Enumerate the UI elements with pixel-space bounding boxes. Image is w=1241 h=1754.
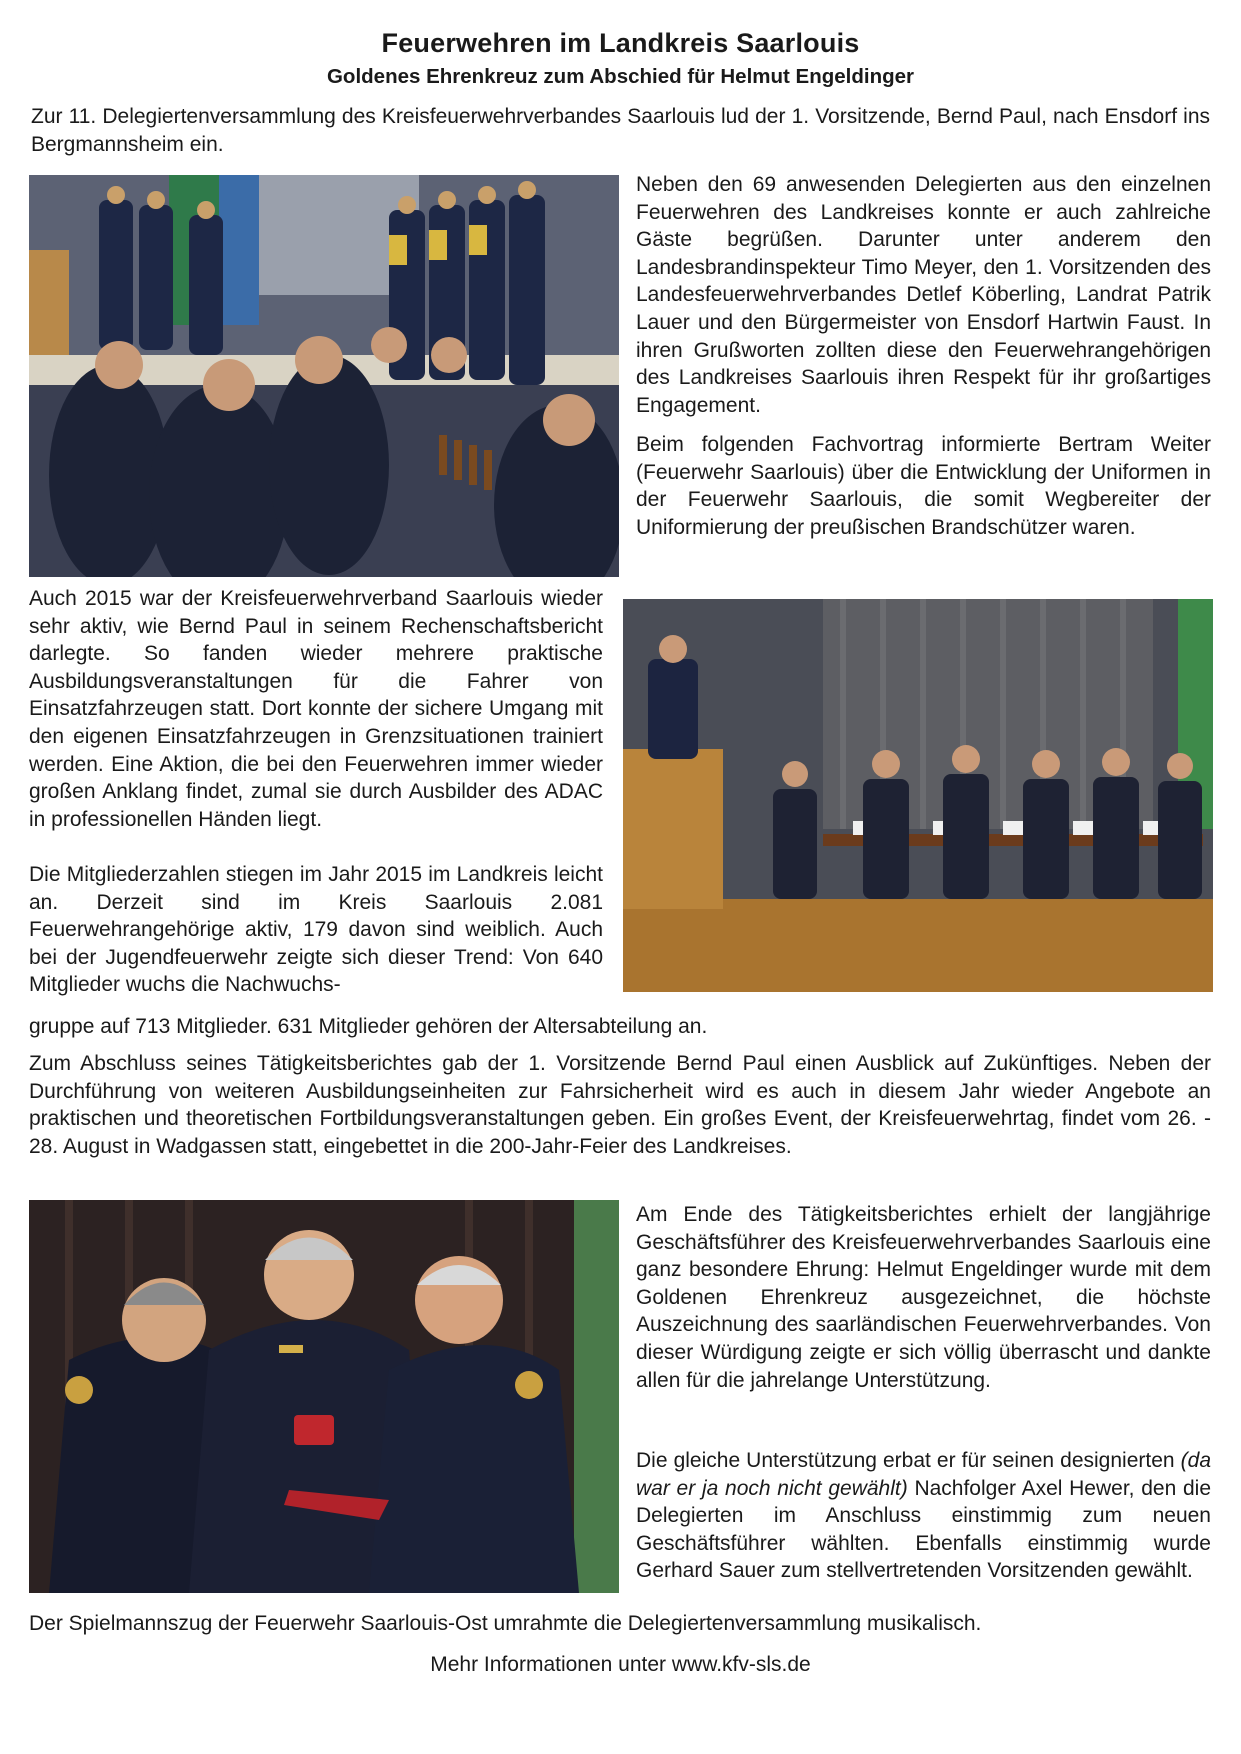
successor-text-aside: (da war er ja noch nicht gewählt) (636, 1449, 1211, 1500)
photo-award-ceremony (29, 1200, 619, 1593)
members-paragraph-end: gruppe auf 713 Mitglieder. 631 Mitglieder gehören der Altersabteilung an. (29, 1015, 708, 1038)
footer-info: Mehr Informationen unter www.kfv-sls.de (430, 1653, 811, 1676)
article-title: Feuerwehren im Landkreis Saarlouis (381, 28, 860, 58)
intro-paragraph: Zur 11. Delegiertenversammlung des Kreisfeuerwehrverbandes Saarlouis lud der 1. Vorsitzende, Bernd Paul, nach Ensdorf ins Bergmannsheim ein. (31, 105, 1210, 156)
music-paragraph: Der Spielmannszug der Feuerwehr Saarlouis-Ost umrahmte die Delegiertenversammlung musikalisch. (29, 1612, 982, 1635)
successor-text-end: Nachfolger Axel Hewer, den die Delegierten im Anschluss einstimmig zum neuen Geschäftsführer wählten. Ebenfalls einstimmig wurde Gerhard Sauer zum stellvertretenden Vorsitzenden gewählt. (636, 1476, 1211, 1583)
photo-podium-panel (623, 599, 1213, 992)
members-paragraph: Die Mitgliederzahlen stiegen im Jahr 2015 im Landkreis leicht an. Derzeit sind im Kreis Saarlouis 2.081 Feuerwehrangehörige aktiv, 179 davon sind weiblich. Auch bei der Jugendfeuerwehr zeigte sich dieser Trend: Von 640 Mitglieder wuchs die Nachwuchs- (29, 863, 603, 997)
photo-band-on-stage (29, 175, 619, 577)
outlook-paragraph: Zum Abschluss seines Tätigkeitsberichtes gab der 1. Vorsitzende Bernd Paul einen Ausblick auf Zukünftiges. Neben der Durchführung von weiteren Ausbildungseinheiten zur Fahrsicherheit wird es auch in diesem Jahr wieder Angebote an praktischen und theoretischen Fortbildungsveranstaltungen geben. Ein großes Event, der Kreisfeuerwehrtag, findet vom 26. - 28. August in Wadgassen statt, eingebettet in die 200-Jahr-Feier des Landkreises. (29, 1052, 1211, 1158)
guests-paragraph: Neben den 69 anwesenden Delegierten aus den einzelnen Feuerwehren des Landkreises konnte er auch zahlreiche Gäste begrüßen. Darunter unter anderem den Landesbrandinspekteur Timo Meyer, den 1. Vorsitzenden des Landesfeuerwehrverbandes Detlef Köberling, Landrat Patrik Lauer und den Bürgermeister von Ensdorf Hartwin Faust. In ihren Grußworten zollten diese den Feuerwehrangehörigen des Landkreises Saarlouis ihren Respekt für ihr großartiges Engagement. (636, 173, 1211, 417)
article-subtitle: Goldenes Ehrenkreuz zum Abschied für Helmut Engeldinger (326, 65, 914, 88)
honor-paragraph: Am Ende des Tätigkeitsberichtes erhielt der langjährige Geschäftsführer des Kreisfeuerwehrverbandes Saarlouis eine ganz besondere Ehrung: Helmut Engeldinger wurde mit dem Goldenen Ehrenkreuz ausgezeichnet, die höchste Auszeichnung des saarländischen Feuerwehrverbandes. Von dieser Würdigung zeigte er sich völlig überrascht und dankte allen für die jahrelange Unterstützung. (636, 1203, 1211, 1392)
lecture-paragraph: Beim folgenden Fachvortrag informierte Bertram Weiter (Feuerwehr Saarlouis) über die Entwicklung der Uniformen in der Feuerwehr Saarlouis, die somit Wegbereiter der Uniformierung der preußischen Brandschützer waren. (636, 433, 1211, 539)
activity-2015-paragraph: Auch 2015 war der Kreisfeuerwehrverband Saarlouis wieder sehr aktiv, wie Bernd Paul in seinem Rechenschaftsbericht darlegte. So fanden wieder mehrere praktische Ausbildungsveranstaltungen für die Fahrer von Einsatzfahrzeugen statt. Dort konnte der sichere Umgang mit den eigenen Einsatzfahrzeugen in Grenzsituationen trainiert werden. Eine Aktion, die bei den Feuerwehren immer wieder großen Anklang findet, zumal sie durch Ausbilder des ADAC in professionellen Händen liegt. (29, 587, 603, 831)
successor-paragraph (636, 1447, 1211, 1585)
successor-text-start: Die gleiche Unterstützung erbat er für seinen designierten (636, 1449, 1181, 1472)
